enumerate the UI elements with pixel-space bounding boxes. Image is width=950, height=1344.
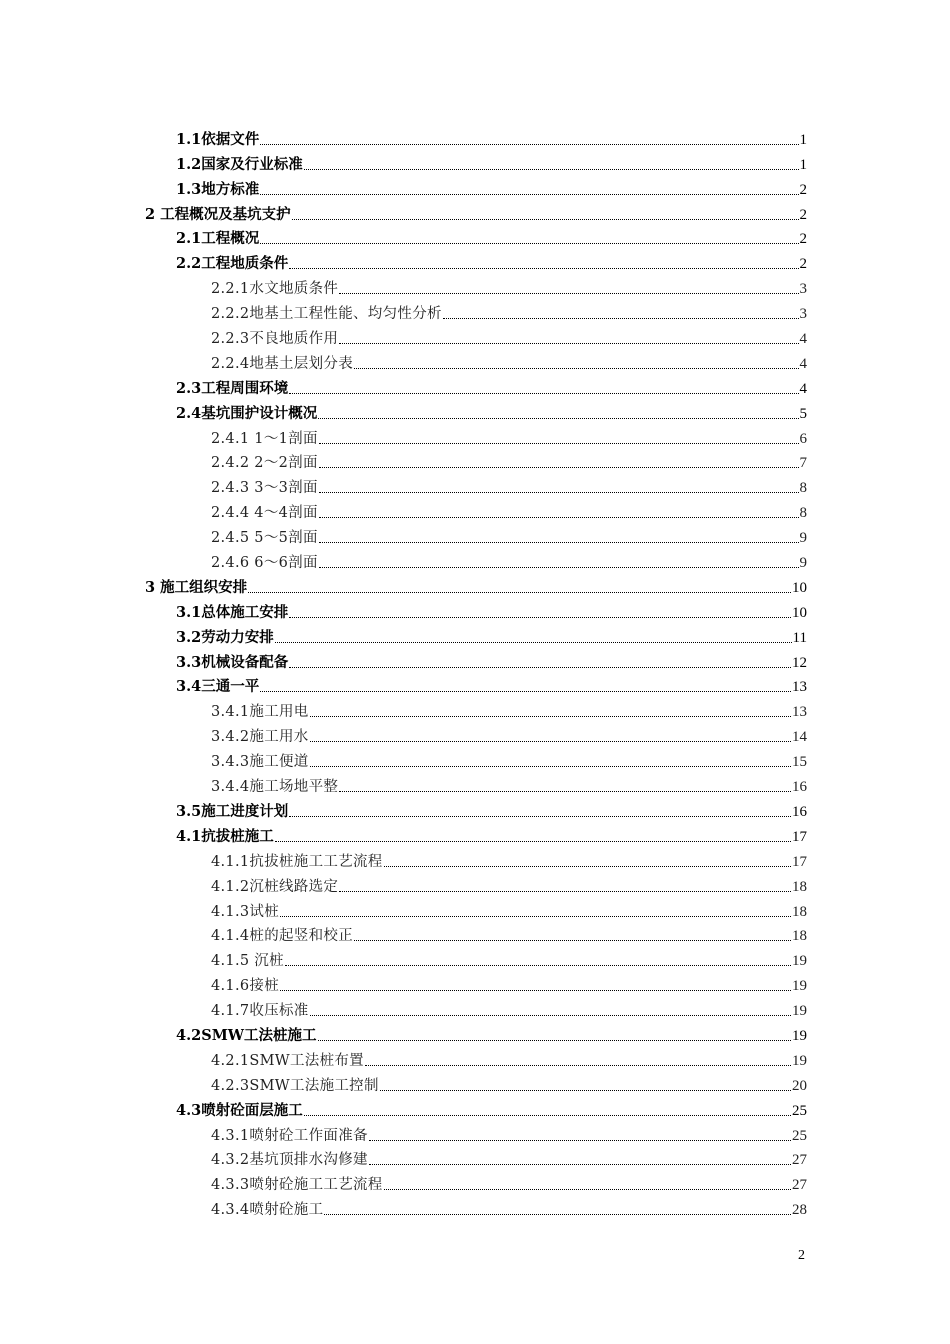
toc-entry[interactable]	[0, 199, 950, 224]
toc-entry-page: 16	[792, 779, 807, 796]
toc-entry-page: 6	[799, 430, 807, 447]
dot-leader	[310, 740, 791, 742]
toc-entry-page: 16	[792, 803, 807, 820]
dot-leader	[384, 865, 791, 867]
toc-entry-label: 4.1.3试桩	[211, 903, 279, 920]
toc-entry-label: 1.3地方标准	[176, 180, 260, 198]
toc-entry[interactable]	[0, 1045, 950, 1070]
toc-entry-page: 10	[792, 579, 807, 596]
dot-leader	[339, 292, 798, 294]
dot-leader	[339, 342, 798, 344]
toc-entry-label: 4.3.1喷射砼工作面准备	[211, 1127, 368, 1144]
dot-leader	[310, 1014, 791, 1016]
dot-leader	[319, 566, 799, 568]
toc-entry-page: 19	[792, 978, 807, 995]
dot-leader	[384, 1188, 791, 1190]
toc-entry-label: 2.4.2 2～2剖面	[211, 455, 318, 472]
toc-entry-label: 2.4.5 5～5剖面	[211, 530, 318, 547]
toc-entry-label: 1.2国家及行业标准	[176, 155, 303, 173]
dot-leader	[319, 466, 799, 468]
toc-entry-page: 10	[792, 604, 807, 621]
toc-entry-page: 1	[799, 131, 807, 148]
toc-entry-label: 2.2.2地基土工程性能、均匀性分析	[211, 306, 442, 323]
toc-entry-label: 2.3工程周围环境	[176, 379, 289, 397]
dot-leader	[304, 168, 799, 170]
toc-entry[interactable]	[0, 696, 950, 721]
toc-entry-page: 11	[792, 629, 807, 646]
toc-entry-page: 9	[799, 530, 807, 547]
dot-leader	[369, 1163, 791, 1165]
toc-entry-page: 19	[792, 1052, 807, 1069]
toc-entry[interactable]	[0, 448, 950, 473]
toc-entry-label: 4.2.3SMW工法施工控制	[211, 1077, 379, 1094]
toc-entry[interactable]	[0, 771, 950, 796]
table-of-contents	[0, 124, 950, 1219]
toc-entry-label: 2.4基坑围护设计概况	[176, 404, 318, 422]
toc-entry-label: 4.1.5 沉桩	[211, 953, 284, 970]
dot-leader	[289, 815, 791, 817]
toc-entry-label: 3.3机械设备配备	[176, 653, 289, 671]
toc-entry-label: 4.1.2沉桩线路选定	[211, 878, 339, 895]
dot-leader	[289, 616, 791, 618]
dot-leader	[354, 367, 799, 369]
toc-entry[interactable]	[0, 1120, 950, 1145]
toc-entry[interactable]	[0, 149, 950, 174]
dot-leader	[324, 1213, 791, 1215]
toc-entry-page: 27	[792, 1177, 807, 1194]
toc-entry-label: 2.4.3 3～3剖面	[211, 480, 318, 497]
toc-entry-label: 4.1.7收压标准	[211, 1003, 309, 1020]
toc-entry-label: 2.4.4 4～4剖面	[211, 505, 318, 522]
toc-entry[interactable]	[0, 1070, 950, 1095]
toc-entry-page: 20	[792, 1077, 807, 1094]
toc-entry[interactable]	[0, 1095, 950, 1120]
toc-entry-page: 18	[792, 928, 807, 945]
toc-entry-page: 8	[799, 480, 807, 497]
toc-entry-page: 15	[792, 754, 807, 771]
toc-entry[interactable]	[0, 1194, 950, 1219]
toc-entry-label: 3.4.4施工场地平整	[211, 779, 339, 796]
dot-leader	[339, 890, 791, 892]
dot-leader	[275, 840, 791, 842]
toc-entry[interactable]	[0, 821, 950, 846]
toc-entry-label: 4.1.4桩的起竖和校正	[211, 928, 353, 945]
dot-leader	[365, 1064, 791, 1066]
dot-leader	[260, 193, 798, 195]
toc-entry[interactable]	[0, 672, 950, 697]
dot-leader	[318, 417, 798, 419]
toc-entry[interactable]	[0, 1145, 950, 1170]
toc-entry-page: 13	[792, 679, 807, 696]
toc-entry-label: 4.3喷射砼面层施工	[176, 1101, 303, 1119]
toc-entry-page: 4	[799, 331, 807, 348]
dot-leader	[318, 1039, 791, 1041]
dot-leader	[304, 1114, 791, 1116]
toc-entry-page: 19	[792, 1027, 807, 1044]
dot-leader	[275, 641, 792, 643]
toc-entry[interactable]	[0, 572, 950, 597]
toc-entry-page: 18	[792, 903, 807, 920]
toc-entry[interactable]	[0, 348, 950, 373]
toc-entry-page: 2	[799, 256, 807, 273]
toc-entry-label: 2.2.4地基土层划分表	[211, 355, 353, 372]
toc-entry-label: 3.4.1施工用电	[211, 704, 309, 721]
toc-entry[interactable]	[0, 995, 950, 1020]
dot-leader	[260, 143, 798, 145]
toc-entry[interactable]	[0, 1020, 950, 1045]
toc-entry-page: 7	[799, 455, 807, 472]
toc-entry-page: 4	[799, 380, 807, 397]
toc-entry-page: 25	[792, 1102, 807, 1119]
toc-entry-label: 2.1工程概况	[176, 230, 260, 248]
toc-entry[interactable]	[0, 373, 950, 398]
toc-entry[interactable]	[0, 1169, 950, 1194]
toc-entry-page: 28	[792, 1202, 807, 1219]
toc-entry[interactable]	[0, 224, 950, 249]
dot-leader	[354, 939, 791, 941]
dot-leader	[319, 491, 799, 493]
toc-entry-page: 1	[799, 156, 807, 173]
toc-entry-page: 17	[792, 828, 807, 845]
toc-entry-page: 5	[799, 405, 807, 422]
toc-entry[interactable]	[0, 721, 950, 746]
dot-leader	[319, 516, 799, 518]
toc-entry-label: 4.3.4喷射砼施工	[211, 1202, 324, 1219]
toc-entry[interactable]	[0, 522, 950, 547]
toc-entry-label: 2.2工程地质条件	[176, 255, 289, 273]
toc-entry[interactable]	[0, 622, 950, 647]
dot-leader	[310, 715, 791, 717]
toc-entry-page: 19	[792, 953, 807, 970]
toc-entry-page: 4	[799, 355, 807, 372]
dot-leader	[285, 964, 791, 966]
toc-entry[interactable]	[0, 945, 950, 970]
toc-entry-label: 3.4.2施工用水	[211, 729, 309, 746]
toc-entry-label: 2.4.1 1～1剖面	[211, 430, 318, 447]
toc-entry[interactable]	[0, 497, 950, 522]
toc-entry-page: 9	[799, 555, 807, 572]
toc-entry[interactable]	[0, 298, 950, 323]
toc-entry[interactable]	[0, 547, 950, 572]
toc-entry-page: 2	[799, 231, 807, 248]
toc-entry-label: 3.5施工进度计划	[176, 802, 289, 820]
toc-entry-label: 3.1总体施工安排	[176, 603, 289, 621]
page-number: 2	[798, 1248, 805, 1263]
dot-leader	[248, 591, 791, 593]
toc-entry-label: 4.3.2基坑顶排水沟修建	[211, 1152, 368, 1169]
toc-entry-page: 2	[799, 181, 807, 198]
dot-leader	[260, 242, 798, 244]
toc-entry-label: 3.4.3施工便道	[211, 754, 309, 771]
toc-entry[interactable]	[0, 597, 950, 622]
dot-leader	[380, 1089, 791, 1091]
toc-entry-label: 4.2SMW工法桩施工	[176, 1026, 317, 1044]
toc-entry[interactable]	[0, 174, 950, 199]
toc-entry-label: 4.1抗拔桩施工	[176, 827, 274, 845]
toc-entry[interactable]	[0, 796, 950, 821]
toc-entry[interactable]	[0, 124, 950, 149]
toc-entry-page: 12	[792, 654, 807, 671]
toc-entry-label: 2.2.1水文地质条件	[211, 281, 339, 298]
toc-entry[interactable]	[0, 647, 950, 672]
dot-leader	[319, 541, 799, 543]
dot-leader	[319, 442, 799, 444]
toc-entry[interactable]	[0, 248, 950, 273]
toc-entry-page: 17	[792, 853, 807, 870]
toc-entry-label: 1.1依据文件	[176, 130, 260, 148]
toc-entry-label: 3 施工组织安排	[145, 578, 248, 596]
toc-entry-label: 4.3.3喷射砼施工工艺流程	[211, 1177, 383, 1194]
toc-entry-page: 3	[799, 281, 807, 298]
toc-entry-page: 2	[799, 206, 807, 223]
toc-entry[interactable]	[0, 970, 950, 995]
dot-leader	[280, 915, 791, 917]
toc-entry-page: 25	[792, 1127, 807, 1144]
toc-entry-label: 4.1.6接桩	[211, 978, 279, 995]
toc-entry[interactable]	[0, 423, 950, 448]
toc-entry-label: 3.2劳动力安排	[176, 628, 274, 646]
toc-entry[interactable]	[0, 323, 950, 348]
toc-entry-page: 27	[792, 1152, 807, 1169]
toc-entry[interactable]	[0, 896, 950, 921]
dot-leader	[289, 666, 791, 668]
toc-entry-label: 2 工程概况及基坑支护	[145, 205, 291, 223]
toc-entry-label: 4.1.1抗拔桩施工工艺流程	[211, 853, 383, 870]
toc-entry-page: 19	[792, 1003, 807, 1020]
toc-entry[interactable]	[0, 846, 950, 871]
toc-entry-label: 3.4三通一平	[176, 678, 260, 696]
dot-leader	[292, 218, 799, 220]
toc-entry[interactable]	[0, 273, 950, 298]
toc-entry-label: 4.2.1SMW工法桩布置	[211, 1052, 364, 1069]
toc-entry[interactable]	[0, 871, 950, 896]
dot-leader	[443, 317, 799, 319]
toc-entry[interactable]	[0, 921, 950, 946]
dot-leader	[260, 690, 791, 692]
toc-entry[interactable]	[0, 472, 950, 497]
toc-entry[interactable]	[0, 398, 950, 423]
toc-entry-label: 2.4.6 6～6剖面	[211, 555, 318, 572]
dot-leader	[310, 765, 791, 767]
dot-leader	[369, 1139, 791, 1141]
toc-entry-page: 13	[792, 704, 807, 721]
dot-leader	[280, 989, 791, 991]
toc-entry-page: 18	[792, 878, 807, 895]
dot-leader	[339, 790, 791, 792]
toc-entry-page: 3	[799, 306, 807, 323]
toc-entry-label: 2.2.3不良地质作用	[211, 331, 339, 348]
toc-entry-page: 8	[799, 505, 807, 522]
toc-entry-page: 14	[792, 729, 807, 746]
dot-leader	[289, 267, 798, 269]
toc-entry[interactable]	[0, 746, 950, 771]
dot-leader	[289, 392, 798, 394]
